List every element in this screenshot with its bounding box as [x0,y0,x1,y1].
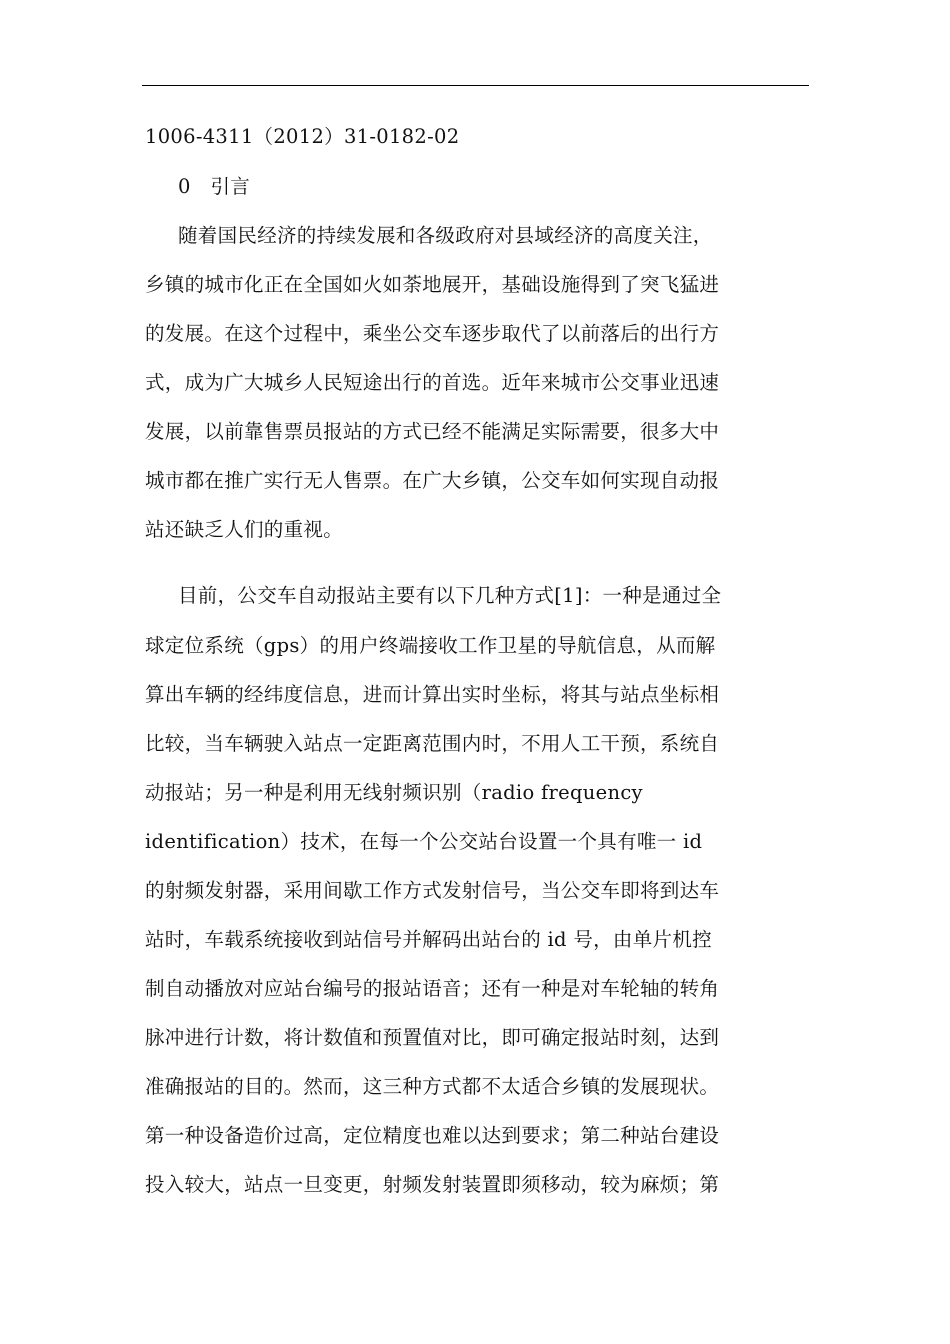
paragraph-line: 站还缺乏人们的重视。 [145,518,344,541]
paragraph-line: 乡镇的城市化正在全国如火如荼地展开，基础设施得到了突飞猛进 [145,273,720,296]
paragraph-line: 第一种设备造价过高，定位精度也难以达到要求；第二种站台建设 [145,1124,720,1147]
paragraph-line: 发展，以前靠售票员报站的方式已经不能满足实际需要，很多大中 [145,420,720,443]
paragraph-line: 站时，车载系统接收到站信号并解码出站台的 id 号，由单片机控 [145,928,712,951]
paragraph-line: 脉冲进行计数，将计数值和预置值对比，即可确定报站时刻，达到 [145,1026,720,1049]
paragraph-line: 准确报站的目的。然而，这三种方式都不太适合乡镇的发展现状。 [145,1075,720,1098]
section-heading: 0 引言 [178,175,251,198]
paragraph-line: 投入较大，站点一旦变更，射频发射装置即须移动，较为麻烦；第 [145,1173,720,1196]
paragraph-line: 随着国民经济的持续发展和各级政府对县域经济的高度关注， [178,224,713,247]
paragraph-line: 动报站；另一种是利用无线射频识别（radio frequency [145,781,643,804]
paragraph-line: 算出车辆的经纬度信息，进而计算出实时坐标，将其与站点坐标相 [145,683,720,706]
paragraph-line: identification）技术，在每一个公交站台设置一个具有唯一 id [145,830,703,853]
paragraph-line: 制自动播放对应站台编号的报站语音；还有一种是对车轮轴的转角 [145,977,720,1000]
paragraph-line: 比较，当车辆驶入站点一定距离范围内时，不用人工干预，系统自 [145,732,720,755]
paragraph-line: 的发展。在这个过程中，乘坐公交车逐步取代了以前落后的出行方 [145,322,720,345]
article-number: 1006-4311（2012）31-0182-02 [145,125,460,148]
paragraph-line: 目前，公交车自动报站主要有以下几种方式[1]：一种是通过全 [178,584,722,607]
paragraph-line: 球定位系统（gps）的用户终端接收工作卫星的导航信息，从而解 [145,634,716,657]
paragraph-line: 的射频发射器，采用间歇工作方式发射信号，当公交车即将到达车 [145,879,720,902]
paragraph-line: 城市都在推广实行无人售票。在广大乡镇，公交车如何实现自动报 [145,469,720,492]
paragraph-line: 式，成为广大城乡人民短途出行的首选。近年来城市公交事业迅速 [145,371,720,394]
header-rule [142,85,809,86]
